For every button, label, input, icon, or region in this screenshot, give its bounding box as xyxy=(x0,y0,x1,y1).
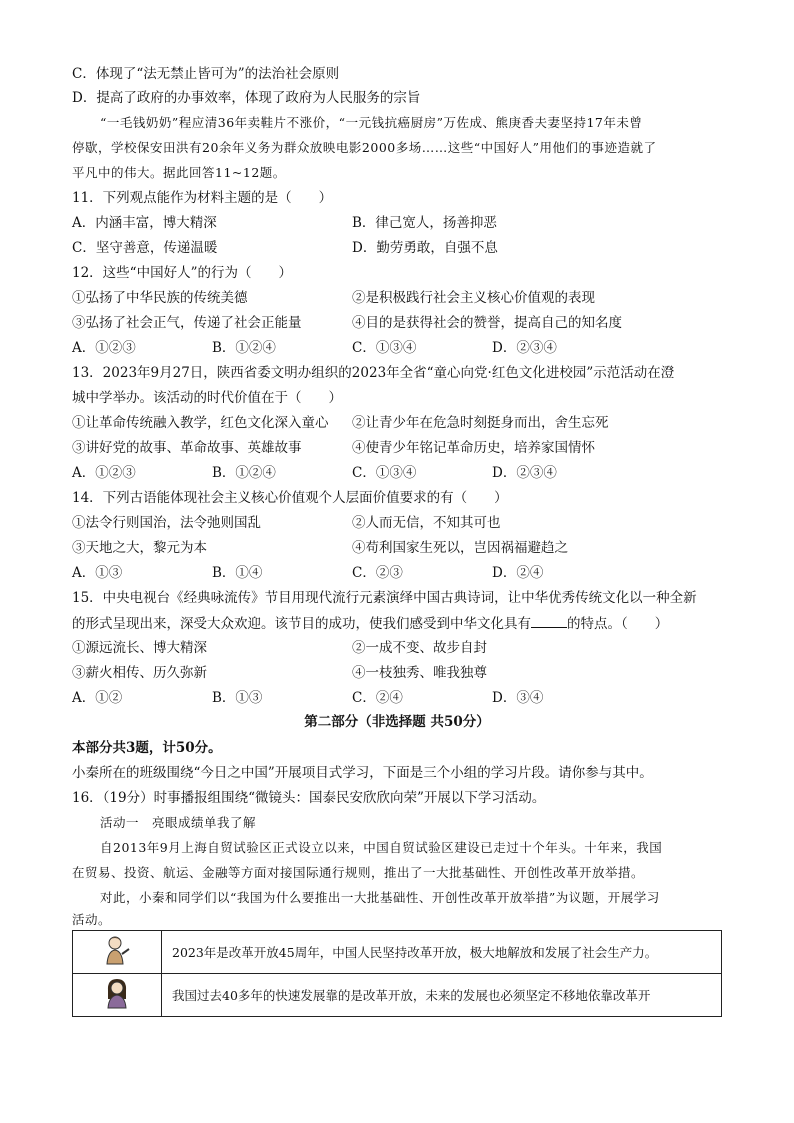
part2-intro: 本部分共3题，计50分。 xyxy=(72,740,222,756)
q16-paragraph-line-2: 在贸易、投资、航运、金融等方面对接国际通行规则，推出了一大批基础性、开创性改革开放举措。 xyxy=(72,865,645,880)
student-avatar-icon xyxy=(102,977,132,1009)
q16-stem: 16．（19分）时事播报组围绕“微镜头：国泰民安欣欣向荣”开展以下学习活动。 xyxy=(72,790,546,806)
q11-stem: 11．下列观点能作为材料主题的是（ ） xyxy=(72,190,333,206)
q16-paragraph-line-3: 对此，小秦和同学们以“我国为什么要推出一大批基础性、开创性改革开放举措”为议题，开展学习 xyxy=(100,890,660,905)
q12-option-c: C．①③④ xyxy=(352,340,417,356)
q15-statement-1: ①源远流长、博大精深 xyxy=(72,640,207,656)
q13-statement-1: ①让革命传统融入教学，红色文化深入童心 xyxy=(72,415,329,431)
q12-statement-3: ③弘扬了社会正气，传递了社会正能量 xyxy=(72,315,302,331)
q15-stem-2-before: 的形式呈现出来，深受大众欢迎。该节目的成功，使我们感受到中华文化具有 xyxy=(72,616,531,632)
q15-option-c: C．②④ xyxy=(352,690,403,706)
q11-option-a: A．内涵丰富，博大精深 xyxy=(72,215,217,231)
q15-statement-4: ④一枝独秀、唯我独尊 xyxy=(352,665,487,681)
q14-statement-3: ③天地之大，黎元为本 xyxy=(72,540,207,556)
q10-option-c: C．体现了“法无禁止皆可为”的法治社会原则 xyxy=(72,66,340,82)
q11-option-c: C．坚守善意，传递温暖 xyxy=(72,240,218,256)
q13-statement-4: ④使青少年铭记革命历史，培养家国情怀 xyxy=(352,440,595,456)
q12-option-d: D．②③④ xyxy=(492,340,557,356)
dialogue-text: 我国过去40多年的快速发展靠的是改革开放，未来的发展也必须坚定不移地依靠改革开 xyxy=(162,974,722,1017)
q15-statement-2: ②一成不变、故步自封 xyxy=(352,640,487,656)
q14-statement-2: ②人而无信，不知其可也 xyxy=(352,515,501,531)
q12-statement-1: ①弘扬了中华民族的传统美德 xyxy=(72,290,248,306)
q14-option-b: B．①④ xyxy=(212,565,263,581)
avatar-cell xyxy=(73,974,162,1017)
q11-option-d: D．勤劳勇敢，自强不息 xyxy=(352,240,498,256)
q16-activity-1-heading: 活动一 亮眼成绩单我了解 xyxy=(100,815,257,830)
q12-statement-2: ②是积极践行社会主义核心价值观的表现 xyxy=(352,290,595,306)
dialogue-row xyxy=(73,931,722,974)
avatar-cell xyxy=(73,931,162,974)
q11-option-b: B．律己宽人，扬善抑恶 xyxy=(352,215,497,231)
q15-stem-2-after: 的特点。（ ） xyxy=(567,616,669,632)
q13-option-d: D．②③④ xyxy=(492,465,557,481)
answer-blank xyxy=(531,613,567,628)
q14-option-d: D．②④ xyxy=(492,565,544,581)
q13-statement-2: ②让青少年在危急时刻挺身而出，舍生忘死 xyxy=(352,415,609,431)
q15-stem-1: 15．中央电视台《经典咏流传》节目用现代流行元素演绎中国古典诗词，让中华优秀传统文化以一种全新 xyxy=(72,590,697,606)
q10-option-d: D．提高了政府的办事效率，体现了政府为人民服务的宗旨 xyxy=(72,90,421,106)
q13-stem-2: 城中学举办。该活动的时代价值在于（ ） xyxy=(72,390,342,406)
q15-option-d: D．③④ xyxy=(492,690,544,706)
q14-option-c: C．②③ xyxy=(352,565,403,581)
q16-paragraph-line-1: 自2013年9月上海自贸试验区正式设立以来，中国自贸试验区建设已走过十个年头。十年来，我国 xyxy=(100,840,663,855)
q16-paragraph-line-4: 活动。 xyxy=(72,912,112,927)
part2-title: 第二部分（非选择题 共50分） xyxy=(304,714,490,730)
q13-stem-1: 13．2023年9月27日，陕西省委文明办组织的2023年全省“童心向党·红色文化进校园”示范活动在澄 xyxy=(72,365,675,381)
q12-stem: 12．这些“中国好人”的行为（ ） xyxy=(72,265,292,281)
q14-option-a: A．①③ xyxy=(72,565,123,581)
dialogue-table xyxy=(72,930,722,1017)
q15-option-b: B．①③ xyxy=(212,690,263,706)
q13-option-a: A．①②③ xyxy=(72,465,136,481)
q14-stem: 14．下列古语能体现社会主义核心价值观个人层面价值要求的有（ ） xyxy=(72,490,508,506)
q12-option-a: A．①②③ xyxy=(72,340,136,356)
q14-statement-4: ④苟利国家生死以，岂因祸福避趋之 xyxy=(352,540,568,556)
material-line-3: 平凡中的伟大。据此回答11~12题。 xyxy=(72,165,286,180)
q13-option-b: B．①②④ xyxy=(212,465,276,481)
q14-statement-1: ①法令行则国治，法令弛则国乱 xyxy=(72,515,261,531)
q15-stem-2 xyxy=(72,613,668,634)
dialogue-row xyxy=(73,974,722,1017)
q15-option-a: A．①② xyxy=(72,690,123,706)
student-avatar-icon xyxy=(102,934,132,966)
part2-description: 小秦所在的班级围绕“今日之中国”开展项目式学习，下面是三个小组的学习片段。请你参与其中。 xyxy=(72,765,653,781)
q12-option-b: B．①②④ xyxy=(212,340,276,356)
dialogue-text: 2023年是改革开放45周年，中国人民坚持改革开放，极大地解放和发展了社会生产力。 xyxy=(162,931,722,974)
q12-statement-4: ④目的是获得社会的赞誉，提高自己的知名度 xyxy=(352,315,622,331)
material-line-1: “一毛钱奶奶”程应清36年卖鞋片不涨价，“一元钱抗癌厨房”万佐成、熊庚香夫妻坚持17年未曾 xyxy=(100,115,643,130)
material-line-2: 停歇，学校保安田洪有20余年义务为群众放映电影2000多场……这些“中国好人”用他们的事迹造就了 xyxy=(72,140,657,155)
q13-option-c: C．①③④ xyxy=(352,465,417,481)
q15-statement-3: ③薪火相传、历久弥新 xyxy=(72,665,207,681)
q13-statement-3: ③讲好党的故事、革命故事、英雄故事 xyxy=(72,440,302,456)
